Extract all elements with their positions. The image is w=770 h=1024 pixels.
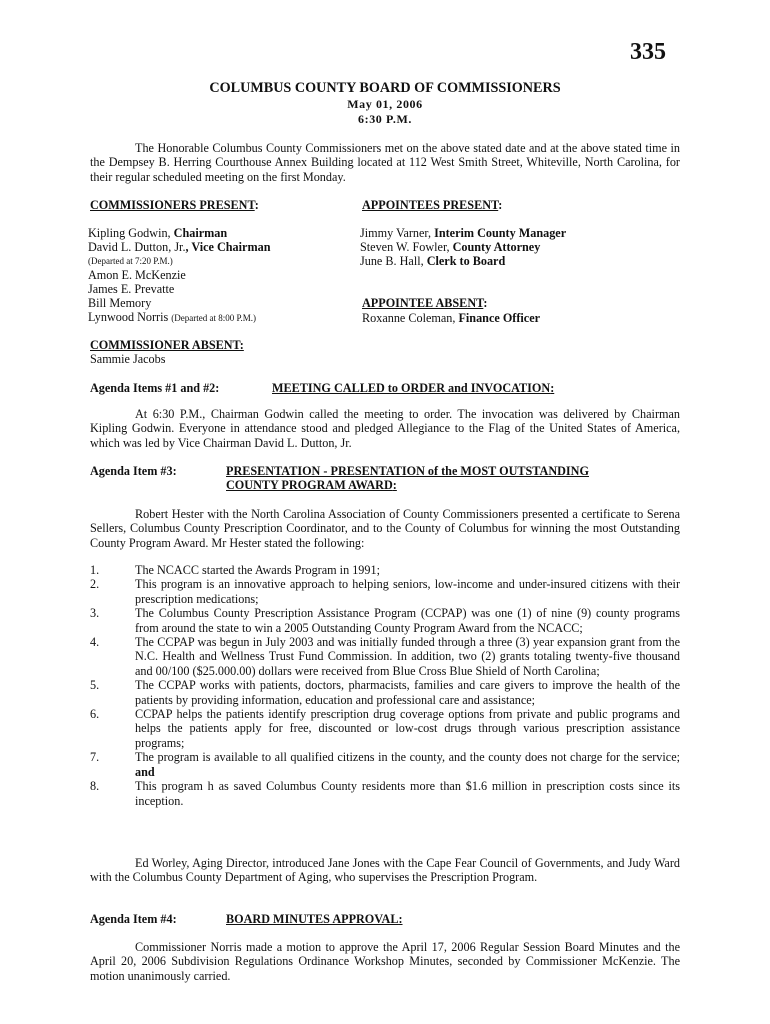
commissioner-entry: Lynwood Norris (Departed at 8:00 P.M.) [88,310,257,324]
commissioner-absent-name: Sammie Jacobs [90,352,166,366]
agenda-3-label: Agenda Item #3: [90,464,177,478]
commissioner-entry: Amon E. McKenzie [88,268,186,282]
list-item: 3. The Columbus County Prescription Assistance Program (CCPAP) was one (1) of nine (9) county programs from around the state to win a 2005 Outstanding County Program Award from the NCACC; [90,606,680,635]
list-item: 2. This program is an innovative approach to helping seniors, low-income and under-insured citizens with their prescription medications; [90,577,680,606]
commissioners-present-list [88,226,348,325]
commissioner-absent-heading: COMMISSIONER ABSENT: [90,338,244,352]
list-item: 8. This program h as saved Columbus County residents more than $1.6 million in prescription costs since its inception. [90,779,680,808]
agenda-3-closing: Ed Worley, Aging Director, introduced Jane Jones with the Cape Fear Council of Governments, and Judy Ward with the Columbus County Department of Aging, who supervises the Prescription Program. [90,856,680,885]
commissioner-entry: David L. Dutton, Jr., Vice Chairman [88,240,271,254]
appointees-present-list [360,226,680,268]
agenda-4-paragraph: Commissioner Norris made a motion to approve the April 17, 2006 Regular Session Board Minutes and the April 20, 2006 Subdivision Regulations Ordinance Workshop Minutes, seconded by Commissioner McKenzie. The motion unanimously carried. [90,940,680,983]
appointee-entry: Jimmy Varner, Interim County Manager [360,226,567,240]
agenda-1-2-title: MEETING CALLED to ORDER and INVOCATION: [272,381,555,395]
list-item: 7. The program is available to all qualified citizens in the county, and the county does not charge for the service; and [90,750,680,779]
appointee-absent-entry: Roxanne Coleman, Finance Officer [362,311,541,325]
commissioner-entry: Kipling Godwin, Chairman [88,226,228,240]
commissioners-present-heading: COMMISSIONERS PRESENT: [90,198,259,212]
intro-text: The Honorable Columbus County Commissioners met on the above stated date and at the above stated time in the Dempsey B. Herring Courthouse Annex Building located at 112 West Smith Street, Whiteville, North Carolina, for their regular scheduled meeting on the first Monday. [90,141,680,184]
agenda-3-intro: Robert Hester with the North Carolina Association of County Commissioners presented a certificate to Serena Sellers, Columbus County Prescription Coordinator, and to the County of Columbus for winning the most Outstanding County Program Award. Mr Hester stated the following: [90,507,680,550]
agenda-1-2-label: Agenda Items #1 and #2: [90,381,220,395]
agenda-3-list [90,563,680,808]
commissioner-entry: James E. Prevatte [88,282,175,296]
appointees-present-heading: APPOINTEES PRESENT: [362,198,503,212]
list-item: 1. The NCACC started the Awards Program in 1991; [90,563,380,577]
intro-paragraph [90,141,680,184]
appointee-entry: Steven W. Fowler, County Attorney [360,240,541,254]
appointee-absent-heading: APPOINTEE ABSENT: [362,296,488,310]
commissioner-departure-note: (Departed at 7:20 P.M.) [88,256,173,266]
page-number: 335 [630,39,666,65]
document-title: COLUMBUS COUNTY BOARD OF COMMISSIONERS [209,80,561,96]
commissioner-entry: Bill Memory [88,296,152,310]
list-item: 4. The CCPAP was begun in July 2003 and was initially funded through a three (3) year expansion grant from the N.C. Health and Wellness Trust Fund Commission. In addition, two (2) grants totaling twenty-five thousand and 00/100 ($25.000.00) dollars were received from Blue Cross Blue Shield of North Carolina; [90,635,680,678]
list-item: 6. CCPAP helps the patients identify prescription drug coverage options from private and public programs and helps the patients apply for free, discounted or low-cost drugs through various prescription assistance programs; [90,707,680,750]
meeting-date: May 01, 2006 [347,97,423,111]
agenda-1-2-paragraph: At 6:30 P.M., Chairman Godwin called the meeting to order. The invocation was delivered by Chairman Kipling Godwin. Everyone in attendance stood and pledged Allegiance to the Flag of the United States of America, which was led by Vice Chairman David L. Dutton, Jr. [90,407,680,450]
meeting-time: 6:30 P.M. [358,112,412,126]
agenda-4-label: Agenda Item #4: [90,912,177,926]
agenda-4-title: BOARD MINUTES APPROVAL: [226,912,403,926]
agenda-3-title: PRESENTATION - PRESENTATION of the MOST OUTSTANDING COUNTY PROGRAM AWARD: [226,464,589,492]
list-item: 5. The CCPAP works with patients, doctors, pharmacists, families and care givers to improve the health of the patients by providing information, education and professional care and assistance; [90,678,680,707]
appointee-entry: June B. Hall, Clerk to Board [360,254,506,268]
